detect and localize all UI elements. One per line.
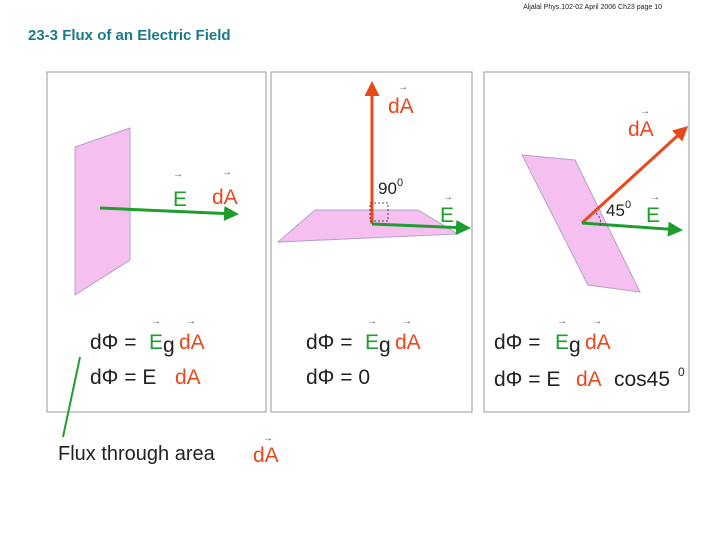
vector-arrow-glyph: → <box>650 192 660 203</box>
eq-da: dA <box>576 368 602 391</box>
flux-caption: Flux through area <box>58 443 215 465</box>
eq-da: dA <box>585 331 611 354</box>
eq-da: dA <box>395 331 421 354</box>
eq-cos: cos45 <box>614 368 671 391</box>
area-vector-3 <box>582 128 686 223</box>
vector-arrow-glyph: → <box>367 316 377 327</box>
eq-dot: g <box>163 334 175 357</box>
e-label-2: E <box>440 204 455 227</box>
degree-sup: 0 <box>678 365 685 379</box>
eq-text: dΦ = E <box>90 366 157 389</box>
angle-value: 45 <box>606 201 625 220</box>
degree-sup: 0 <box>397 177 404 189</box>
eq-e: E <box>365 331 380 354</box>
vector-arrow-glyph: → <box>151 316 161 327</box>
da-label-3: dA <box>628 118 654 141</box>
e-label-3: E <box>646 204 661 227</box>
equation-3a <box>494 316 611 357</box>
vector-arrow-glyph: → <box>402 316 412 327</box>
da-label-2: dA <box>388 95 414 118</box>
equation-2a <box>306 316 421 357</box>
pointer-line <box>63 357 80 437</box>
da-label-1: dA <box>212 186 238 209</box>
angle-value: 90 <box>378 179 397 198</box>
vector-arrow-glyph: → <box>222 167 232 178</box>
vector-arrow-glyph: → <box>557 316 567 327</box>
vector-arrow-glyph: → <box>173 169 183 180</box>
section-title: 23-3 Flux of an Electric Field <box>28 27 231 44</box>
e-label-1: E <box>173 188 188 211</box>
angle-label-2 <box>378 177 403 198</box>
equation-2b: dΦ = 0 <box>306 366 371 389</box>
eq-lhs: dΦ = <box>306 331 353 354</box>
footer-da-label: dA <box>253 444 279 467</box>
surface-plane-3 <box>522 155 640 292</box>
equation-1b <box>90 366 201 389</box>
eq-dot: g <box>379 334 391 357</box>
vector-arrow-glyph: → <box>263 433 273 444</box>
eq-lhs: dΦ = <box>494 331 541 354</box>
vector-arrow-glyph: → <box>592 316 602 327</box>
surface-plane-1 <box>75 128 130 295</box>
degree-sup: 0 <box>625 199 632 211</box>
eq-da: dA <box>175 366 201 389</box>
equation-3b <box>494 365 685 391</box>
eq-e: E <box>555 331 570 354</box>
vector-arrow-glyph: → <box>640 106 650 117</box>
eq-da: dA <box>179 331 205 354</box>
equation-1a <box>90 316 205 357</box>
angle-label-3 <box>606 199 631 220</box>
vector-arrow-glyph: → <box>443 192 453 203</box>
eq-lhs: dΦ = <box>90 331 137 354</box>
vector-arrow-glyph: → <box>186 316 196 327</box>
eq-dot: g <box>569 334 581 357</box>
page-header: Aljalal Phys.102-02 April 2006 Ch23 page 10 <box>523 4 662 11</box>
eq-text: dΦ = E <box>494 368 561 391</box>
eq-e: E <box>149 331 164 354</box>
vector-arrow-glyph: → <box>398 82 408 93</box>
